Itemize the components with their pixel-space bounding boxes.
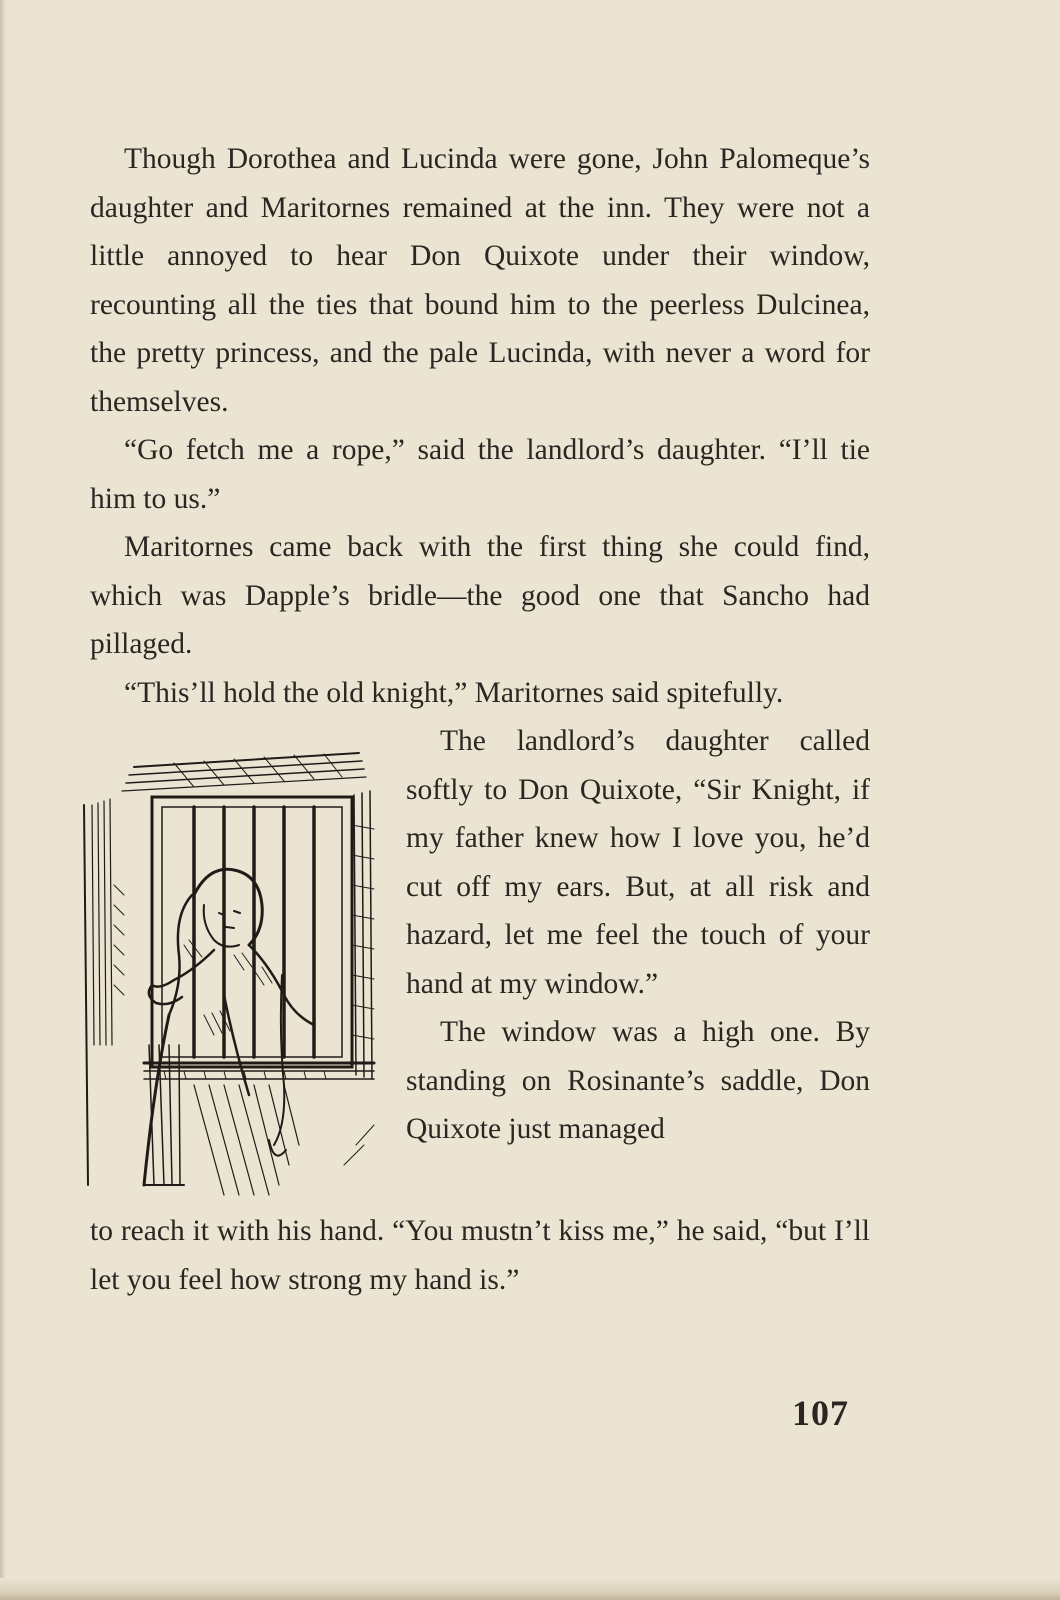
woman-at-barred-window-illustration: [74, 745, 379, 1205]
page-number: 107: [792, 1393, 849, 1433]
paragraph-4: “This’ll hold the old knight,” Maritornes said spitefully.: [124, 676, 784, 709]
wrapped-text: [406, 717, 870, 1154]
page-left-edge: [0, 0, 6, 1600]
paragraph-5: The landlord’s daughter called softly to Don Quixote, “Sir Knight, if my father knew how I love you, he’d cut off my ears. But, at all risk and hazard, let me feel the touch of your hand at my window.”: [406, 725, 870, 1000]
page-bottom-edge: [0, 1578, 1060, 1600]
page-text: [90, 135, 870, 1304]
paragraph-1: Though Dorothea and Lucinda were gone, John Palomeque’s daughter and Maritornes remained at the inn. They were not a little annoyed to hear Don Quixote under their window, recounting all the ties that bound him to the peerless Dulcinea, the pretty princess, and the pale Lucinda, with never a word for themselves.: [90, 143, 870, 418]
paragraph-6-wrapped: The window was a high one. By standing on Rosinante’s saddle, Don Quixote just managed: [406, 1016, 870, 1145]
paragraph-6-tail: to reach it with his hand. “You mustn’t kiss me,” he said, “but I’ll let you feel how strong my hand is.”: [90, 1215, 870, 1296]
paragraph-2: “Go fetch me a rope,” said the landlord’s daughter. “I’ll tie him to us.”: [90, 434, 870, 515]
illustrated-section: [90, 717, 870, 1207]
paragraph-3: Maritornes came back with the first thing she could find, which was Dapple’s bridle—the good one that Sancho had pillaged.: [90, 531, 870, 660]
